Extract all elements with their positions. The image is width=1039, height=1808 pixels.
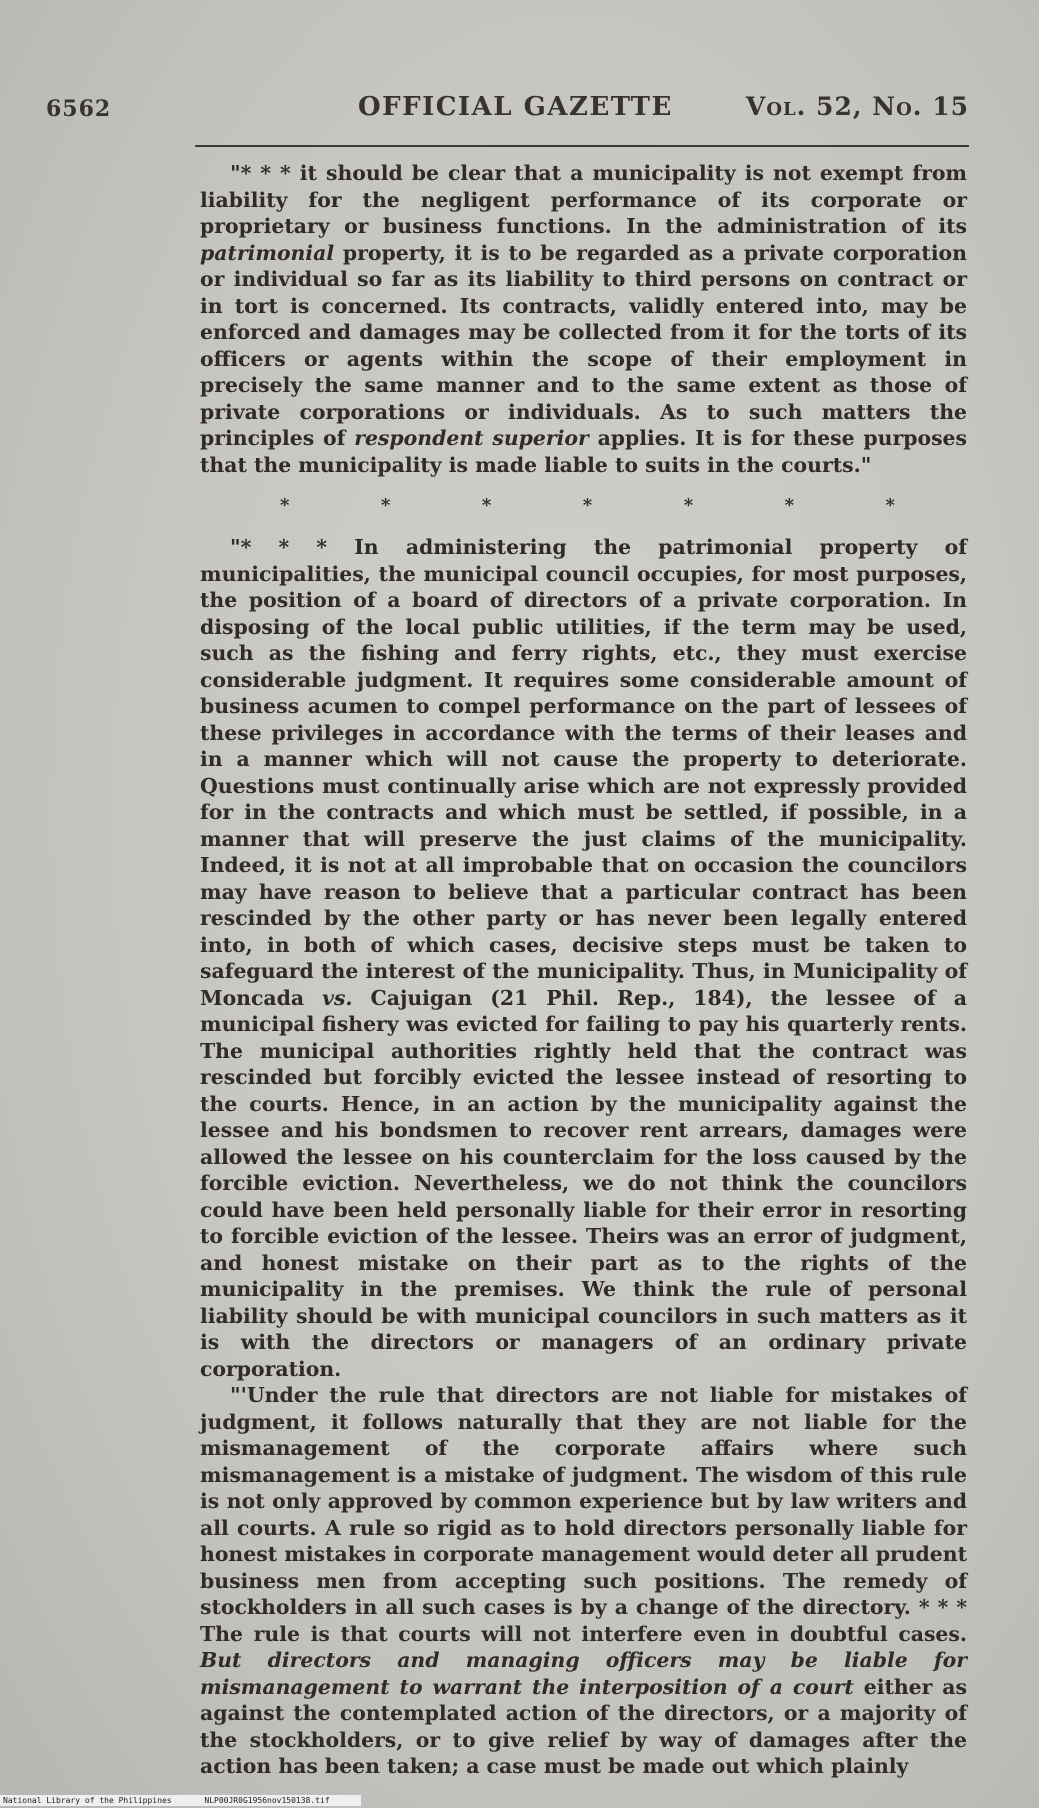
library-credit: National Library of the Philippines — [3, 1796, 172, 1805]
quote-paragraph-2: "* * * In administering the patrimonial property of municipalities, the municipal council occupies, for most purposes, the position of a board of directors of a private corporation. In disposing of the local public utilities, if the term may be used, such as the fishing and ferry rights, etc., they must exercise considerable judgment. It requires some considerable amount of business acumen to compel performance on the part of lessees of these privileges in accordance with the terms of their leases and in a manner which will not cause the property to deteriorate. Questions must continually arise which are not expressly provided for in the contracts and which must be settled, if possible, in a manner that will preserve the just claims of the municipality. Indeed, it is not at all improbable that on occasion the councilors may have reason to believe that a particular contract has been rescinded by the other party or has never been legally entered into, in both of which cases, decisive steps must be taken to safeguard the interest of the municipality. Thus, in Municipality of Moncada vs. Cajuigan (21 Phil. Rep., 184), the lessee of a municipal fishery was evicted for failing to pay his quarterly rents. The municipal authorities rightly held that the contract was rescinded but forcibly evicted the lessee instead of resorting to the courts. Hence, in an action by the municipality against the lessee and his bondsmen to recover rent arrears, damages were allowed the lessee on his counterclaim for the loss caused by the forcible eviction. Nevertheless, we do not think the councilors could have been held personally liable for their error in resorting to forcible eviction of the lessee. Theirs was an error of judgment, and honest mistake on their part as to the rights of the municipality in the premises. We think the rule of personal liability should be with municipal councilors in such matters as it is with the directors or managers of an ordinary private corporation. — [200, 535, 967, 1381]
gazette-title: OFFICIAL GAZETTE — [358, 92, 673, 122]
separator-star: * — [481, 495, 492, 516]
separator-star: * — [683, 495, 694, 516]
separator-star: * — [582, 495, 593, 516]
page-header — [46, 90, 969, 130]
header-rule — [195, 145, 969, 147]
file-name: NLP00JR0G1956nov150138.tif — [204, 1796, 330, 1805]
quote-paragraph-3: "'Under the rule that directors are not liable for mistakes of judgment, it follows naturally that they are not liable for the mismanagement of the corporate affairs where such mismanagement is a mistake of judgment. The wisdom of this rule is not only approved by common experience but by law writers and all courts. A rule so rigid as to hold directors personally liable for honest mistakes in corporate management would deter all prudent business men from accepting such positions. The remedy of stockholders in all such cases is by a change of the directory. * * * The rule is that courts will not interfere even in doubtful cases. But directors and managing officers may be liable for mismanagement to warrant the interposition of a court either as against the contemplated action of the directors, or a majority of the stockholders, or to give relief by way of damages after the action has been taken; a case must be made out which plainly — [200, 1383, 967, 1778]
separator-star: * — [380, 495, 391, 516]
page-number: 6562 — [46, 96, 112, 122]
separator-star: * — [280, 495, 290, 516]
separator-star: * — [784, 495, 795, 516]
document-body — [200, 160, 967, 1780]
separator-star: * — [885, 495, 895, 516]
scan-footer — [0, 1795, 361, 1806]
volume-number: Vol. 52, No. 15 — [745, 92, 969, 121]
quote-paragraph-1: "* * * it should be clear that a municipality is not exempt from liability for the negligent performance of its corporate or proprietary or business functions. In the administration of its patrimonial property, it is to be regarded as a private corporation or individual so far as its liability to third persons on contract or in tort is concerned. Its contracts, validly entered into, may be enforced and damages may be collected from it for the torts of its officers or agents within the scope of their employment in precisely the same manner and to the same extent as those of private corporations or individuals. As to such matters the principles of respondent superior applies. It is for these purposes that the municipality is made liable to suits in the courts." — [200, 161, 967, 477]
ellipsis-separator — [200, 478, 967, 534]
